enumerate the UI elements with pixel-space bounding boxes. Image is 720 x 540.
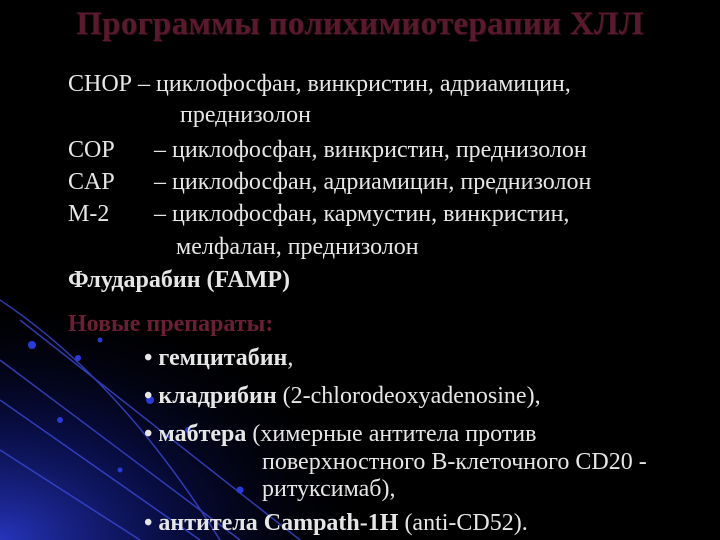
fludarabine-line: Флударабин (FAMP) (68, 267, 291, 293)
new-drug-item (144, 509, 528, 537)
regimen-code: CHOP (68, 71, 133, 97)
regimen-row-chop (68, 70, 571, 98)
regimen-drugs-continuation: преднизолон (180, 102, 311, 128)
bullet-icon: • (144, 345, 153, 371)
new-drug-name: антитела Campath-1H (158, 510, 399, 536)
regimen-drugs: – циклофосфан, винкристин, адриамицин, (138, 71, 571, 97)
regimen-drugs-continuation: мелфалан, преднизолон (176, 234, 419, 260)
new-drug-detail: (химерные антитела против (246, 421, 537, 447)
new-drug-item (144, 344, 293, 372)
regimen-drugs: – циклофосфан, винкристин, преднизолон (154, 137, 587, 163)
new-drug-detail-continuation: поверхностного В-клеточного CD20 - (262, 449, 647, 475)
new-drug-name: кладрибин (158, 383, 277, 409)
new-drug-item (144, 420, 536, 448)
bullet-icon: • (144, 510, 153, 536)
new-drug-detail: , (287, 345, 294, 371)
regimen-code-m2: M-2 (68, 201, 110, 227)
regimen-code-cap: CAP (68, 169, 115, 195)
regimen-drugs: – циклофосфан, кармустин, винкристин, (154, 201, 570, 227)
bullet-icon: • (144, 383, 153, 409)
new-drug-detail: (anti-CD52). (398, 510, 528, 536)
new-drug-detail-continuation: ритуксимаб), (262, 476, 396, 502)
regimen-drugs: – циклофосфан, адриамицин, преднизолон (154, 169, 592, 195)
new-drug-item (144, 382, 541, 410)
slide-title: Программы полихимиотерапии ХЛЛ (76, 6, 644, 42)
new-drugs-heading: Новые препараты: (68, 311, 274, 337)
bullet-icon: • (144, 421, 153, 447)
regimen-code-cop: COP (68, 137, 115, 163)
new-drug-name: гемцитабин (158, 345, 288, 371)
new-drug-detail: (2-chlorodeoxyadenosine), (276, 383, 541, 409)
new-drug-name: мабтера (158, 421, 247, 447)
